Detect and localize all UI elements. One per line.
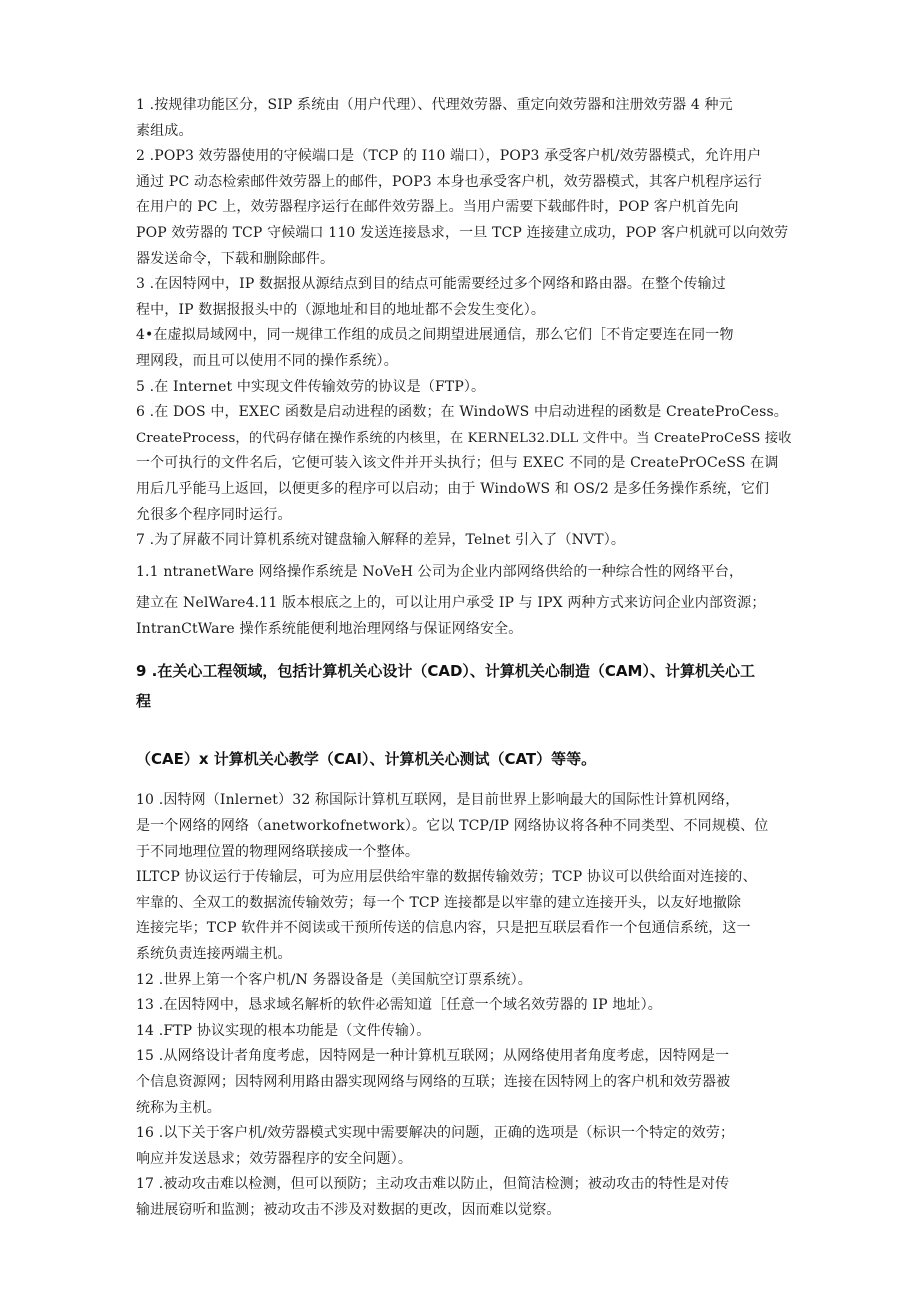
paragraph-7 bbox=[136, 528, 798, 554]
text-line: 4•在虚拟局域网中，同一规律工作组的成员之间期望进展通信，那么它们［不肯定要连在同一物 bbox=[136, 327, 734, 344]
text-line: 17 .被动攻击难以检测，但可以预防；主动攻击难以防止，但简洁检测；被动攻击的特性是对传 bbox=[136, 1176, 730, 1193]
paragraph-13 bbox=[136, 993, 798, 1019]
paragraph-11 bbox=[136, 865, 798, 967]
text-line: 程中，IP 数据报报头中的（源地址和目的地址都不会发生变化）。 bbox=[136, 301, 546, 318]
paragraph-17 bbox=[136, 1172, 798, 1223]
paragraph-15 bbox=[136, 1044, 798, 1121]
text-line: 3 .在因特网中，IP 数据报从源结点到目的结点可能需要经过多个网络和路由器。在整个传输过 bbox=[136, 276, 726, 293]
text-line: 连接完毕；TCP 软件并不阅读或干预所传送的信息内容，只是把互联层看作一个包通信系统，这一 bbox=[136, 920, 751, 937]
text-line: （CAE）x 计算机关心教学（CAI）、计算机关心测试（CAT）等等。 bbox=[136, 750, 597, 769]
text-line: ILTCP 协议运行于传输层，可为应用层供给牢靠的数据传输效劳；TCP 协议可以供给面对连接的、 bbox=[136, 869, 757, 886]
document-body bbox=[136, 93, 798, 1224]
text-line: 建立在 NelWare4.11 版本根底之上的，可以让用户承受 IP 与 IPX 两种方式来访问企业内部资源； bbox=[136, 595, 766, 612]
paragraph-2 bbox=[136, 144, 798, 272]
bold-paragraph-9-cont bbox=[136, 744, 798, 774]
text-line: POP 效劳器的 TCP 守候端口 110 发送连接恳求，一旦 TCP 连接建立成功，POP 客户机就可以向效劳 bbox=[136, 224, 789, 241]
text-line: 在用户的 PC 上，效劳器程序运行在邮件效劳器上。当用户需要下载邮件时，POP 客户机首先向 bbox=[136, 199, 739, 216]
text-line: 个信息资源网；因特网利用路由器实现网络与网络的互联；连接在因特网上的客户机和效劳器被 bbox=[136, 1074, 731, 1090]
text-line: 程 bbox=[136, 692, 152, 711]
paragraph-3 bbox=[136, 272, 798, 323]
text-line: 理网段，而且可以使用不同的操作系统）。 bbox=[136, 352, 398, 369]
text-line: 10 .因特网（Inlernet）32 称国际计算机互联网，是目前世界上影响最大的国际性计算机网络， bbox=[136, 792, 740, 809]
spacer bbox=[136, 774, 798, 788]
bold-paragraph-9 bbox=[136, 656, 798, 716]
text-line: 1 .按规律功能区分，SIP 系统由（用户代理）、代理效劳器、重定向效劳器和注册效劳器 4 种元 bbox=[136, 97, 733, 113]
text-line: 9 .在关心工程领域，包括计算机关心设计（CAD）、计算机关心制造（CAM）、计算机关心工 bbox=[136, 662, 755, 681]
text-line: 12 .世界上第一个客户机/N 务器设备是（美国航空订票系统）。 bbox=[136, 971, 532, 988]
text-line: 器发送命令，下载和删除邮件。 bbox=[136, 250, 335, 267]
paragraph-14 bbox=[136, 1019, 798, 1045]
text-line: 统称为主机。 bbox=[136, 1099, 221, 1116]
text-line: CreateProcess，的代码存储在操作系统的内核里，在 KERNEL32.DLL 文件中。当 CreateProCeSS 接收 bbox=[136, 430, 792, 446]
text-line: 1.1 ntranetWare 网络操作系统是 NoVeH 公司为企业内部网络供给的一种综合性的网络平台， bbox=[136, 563, 744, 580]
text-line: 是一个网络的网络（anetworkofnetwork）。它以 TCP/IP 网络协议将各种不同类型、不同规模、位 bbox=[136, 818, 769, 835]
text-line: 输进展窃听和监测；被动攻击不涉及对数据的更改，因而难以觉察。 bbox=[136, 1201, 561, 1218]
text-line: 13 .在因特网中，恳求域名解析的软件必需知道［任意一个域名效劳器的 IP 地址）。 bbox=[136, 997, 662, 1014]
spacer bbox=[136, 642, 798, 656]
text-line: 15 .从网络设计者角度考虑，因特网是一种计算机互联网；从网络使用者角度考虑，因特网是一 bbox=[136, 1048, 730, 1065]
text-line: 系统负责连接两端主机。 bbox=[136, 946, 292, 963]
text-line: 6 .在 DOS 中，EXEC 函数是启动进程的函数；在 WindoWS 中启动进程的函数是 CreateProCess。 bbox=[136, 404, 788, 421]
text-line: 7 .为了屏蔽不同计算机系统对键盘输入解释的差异，Telnet 引入了（NVT）。 bbox=[136, 532, 626, 549]
text-line: 用后几乎能马上返回，以便更多的程序可以启动；由于 WindoWS 和 OS/2 是多任务操作系统，它们 bbox=[136, 480, 770, 497]
paragraph-8-heading-line bbox=[136, 560, 798, 586]
text-line: 于不同地理位置的物理网络联接成一个整体。 bbox=[136, 843, 419, 860]
text-line: 允很多个程序同时运行。 bbox=[136, 506, 292, 523]
paragraph-1 bbox=[136, 93, 798, 144]
paragraph-8-body bbox=[136, 591, 798, 642]
spacer bbox=[136, 716, 798, 744]
paragraph-4 bbox=[136, 323, 798, 374]
text-line: 通过 PC 动态检索邮件效劳器上的邮件，POP3 本身也承受客户机，效劳器模式，其客户机程序运行 bbox=[136, 173, 762, 190]
paragraph-10 bbox=[136, 788, 798, 865]
paragraph-16 bbox=[136, 1121, 798, 1172]
text-line: 牢靠的、全双工的数据流传输效劳；每一个 TCP 连接都是以牢靠的建立连接开头，以友好地撤除 bbox=[136, 894, 742, 911]
text-line: 2 .POP3 效劳器使用的守候端口是（TCP 的 I10 端口），POP3 承受客户机/效劳器模式，允许用户 bbox=[136, 148, 762, 165]
paragraph-6 bbox=[136, 400, 798, 528]
text-line: 16 .以下关于客户机/效劳器模式实现中需要解决的问题，正确的选项是（标识一个特定的效劳； bbox=[136, 1125, 735, 1142]
text-line: 素组成。 bbox=[136, 122, 193, 139]
text-line: 5 .在 Internet 中实现文件传输效劳的协议是（FTP）。 bbox=[136, 378, 486, 395]
text-line: 一个可执行的文件名后，它便可装入该文件并开头执行；但与 EXEC 不同的是 CreatePrOCeSS 在调 bbox=[136, 455, 779, 472]
paragraph-5 bbox=[136, 375, 798, 401]
text-line: 14 .FTP 协议实现的根本功能是（文件传输）。 bbox=[136, 1022, 431, 1039]
paragraph-12 bbox=[136, 968, 798, 994]
text-line: IntranCtWare 操作系统能便利地治理网络与保证网络安全。 bbox=[136, 620, 523, 637]
text-line: 响应并发送恳求；效劳器程序的安全问题）。 bbox=[136, 1150, 412, 1167]
